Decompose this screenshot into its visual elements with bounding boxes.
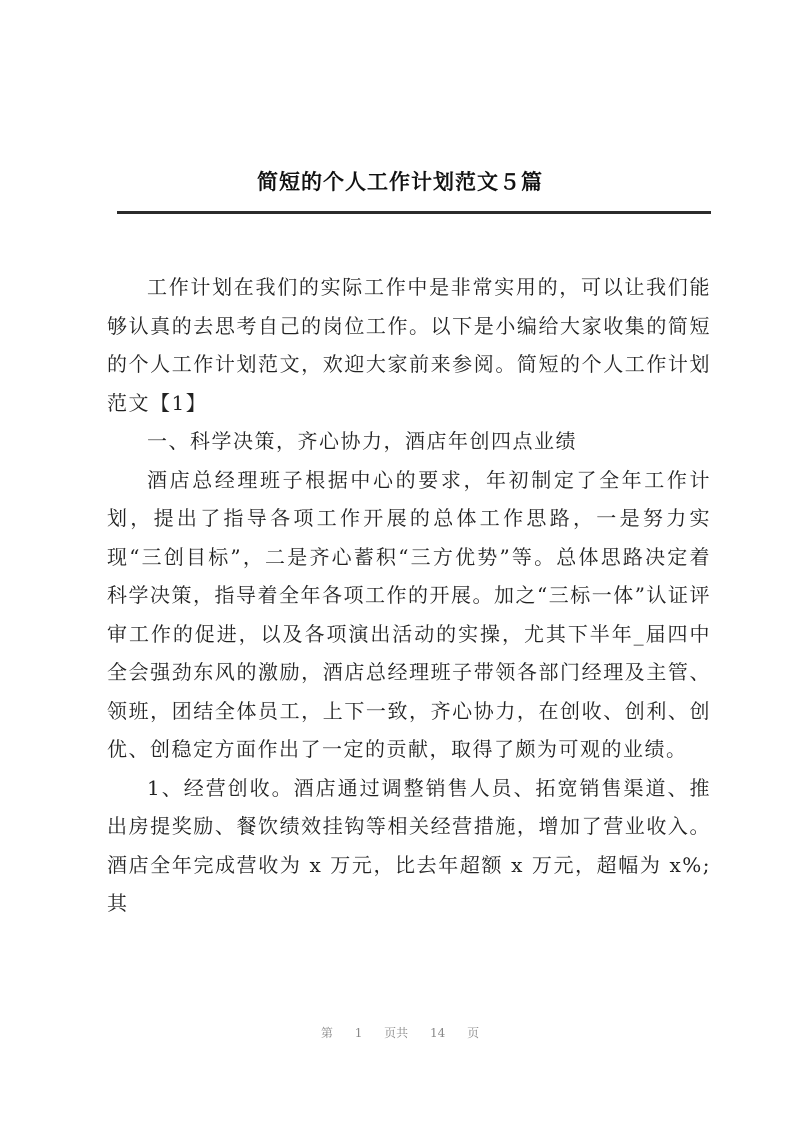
- page-footer: [0, 1024, 800, 1041]
- body-paragraph: 1、经营创收。酒店通过调整销售人员、拓宽销售渠道、推出房提奖励、餐饮绩效挂钩等相关经营措施，增加了营业收入。酒店全年完成营收为 x 万元，比去年超额 x 万元，超幅为 x%;其: [107, 775, 711, 915]
- footer-end-label: 页: [467, 1026, 480, 1040]
- title-divider: [117, 211, 711, 214]
- document-body: [107, 268, 711, 923]
- body-paragraph: 酒店总经理班子根据中心的要求，年初制定了全年工作计划，提出了指导各项工作开展的总体工作思路，一是努力实现“三创目标”，二是齐心蓄积“三方优势”等。总体思路决定着科学决策，指导着全年各项工作的开展。加之“三标一体”认证评审工作的促进，以及各项演出活动的实操，尤其下半年_届四中全会强劲东风的激励，酒店总经理班子带领各部门经理及主管、领班，团结全体员工，上下一致，齐心协力，在创收、创利、创优、创稳定方面作出了一定的贡献，取得了颇为可观的业绩。: [107, 467, 711, 761]
- footer-current-page: 1: [354, 1026, 363, 1040]
- footer-page-label: 第: [320, 1026, 333, 1040]
- document-title: 简短的个人工作计划范文５篇: [257, 169, 543, 194]
- intro-paragraph: 工作计划在我们的实际工作中是非常实用的，可以让我们能够认真的去思考自己的岗位工作。以下是小编给大家收集的简短的个人工作计划范文，欢迎大家前来参阅。简短的个人工作计划范文【1】: [107, 275, 711, 415]
- footer-total-label: 页共: [384, 1026, 409, 1040]
- footer-total-pages: 14: [430, 1026, 446, 1040]
- section-heading: 一、科学决策，齐心协力，酒店年创四点业绩: [147, 429, 577, 453]
